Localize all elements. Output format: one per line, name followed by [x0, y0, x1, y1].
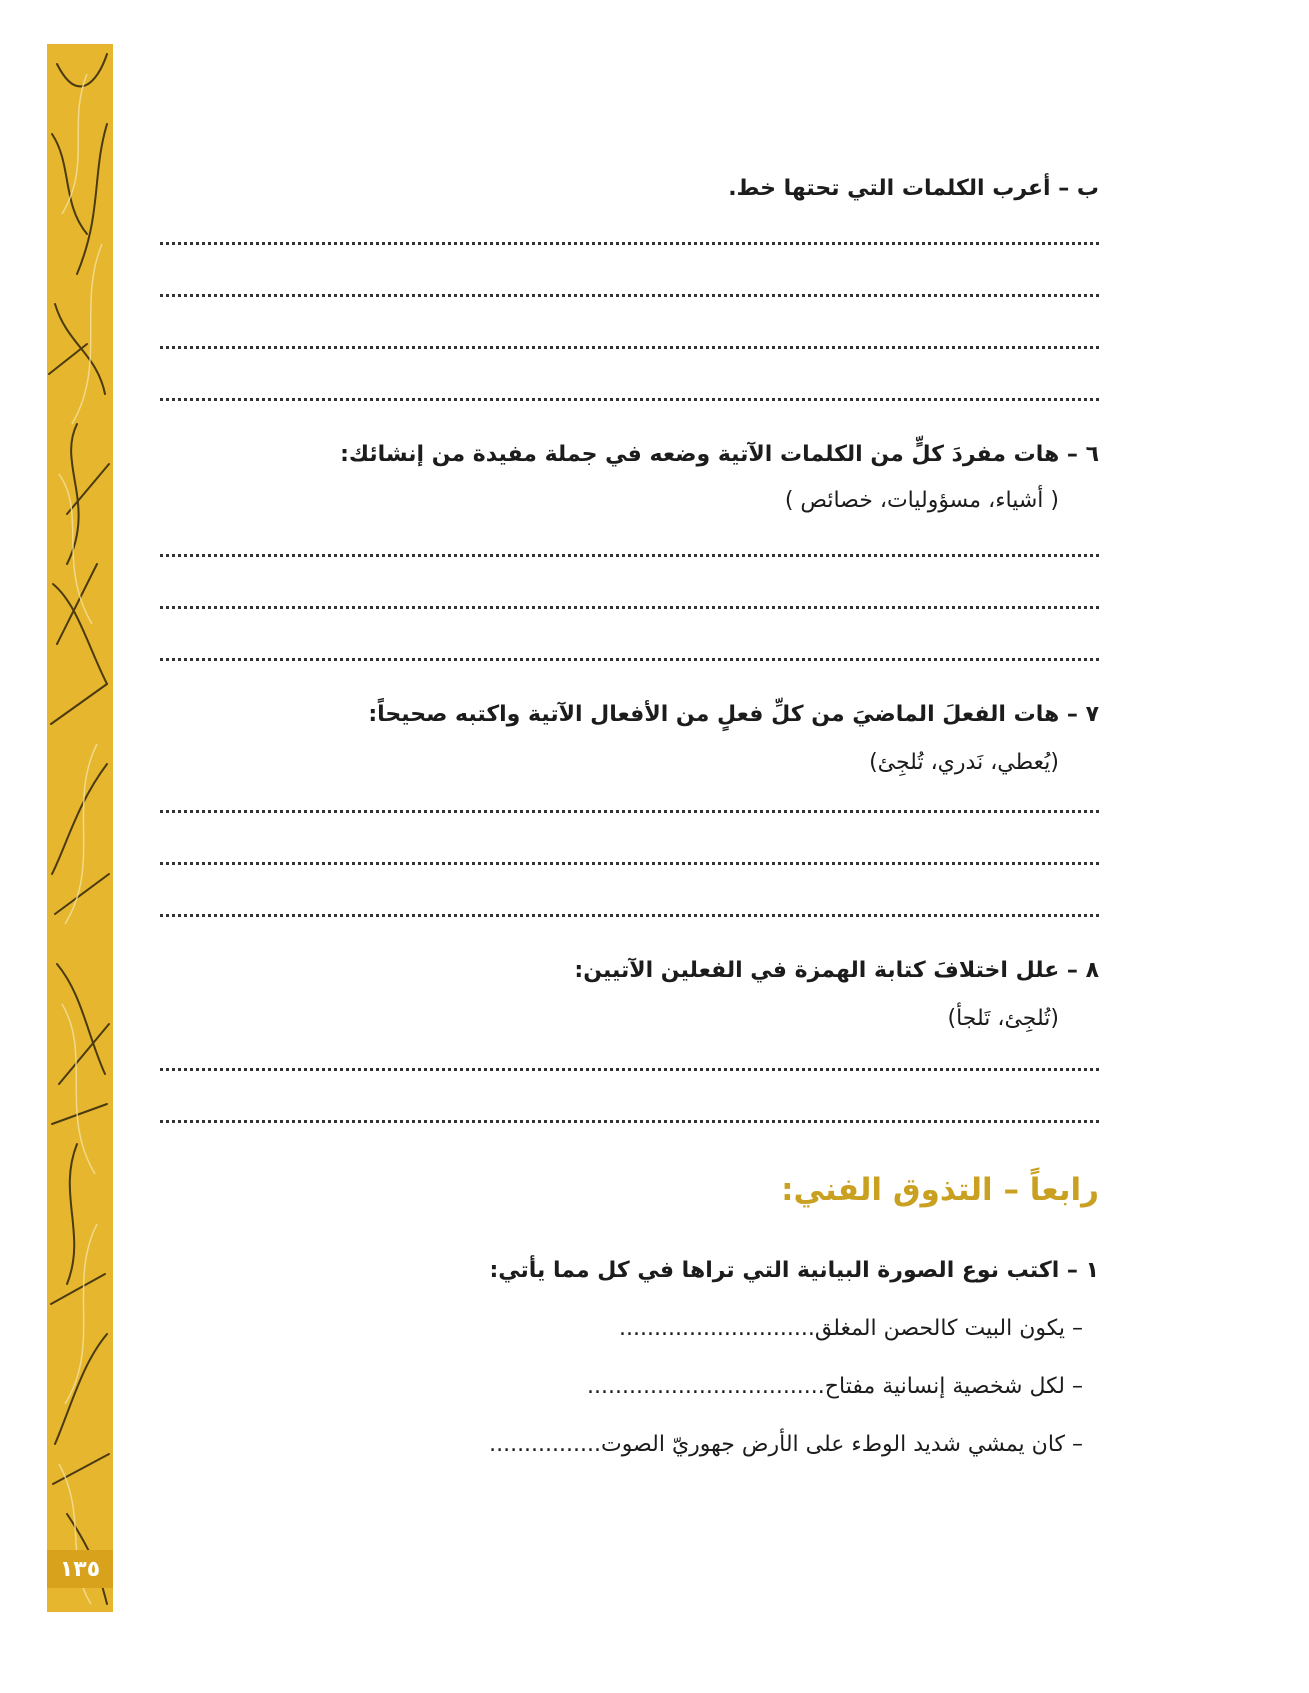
- s4-q1-item-1[interactable]: – يكون البيت كالحصن المغلق............................: [619, 1316, 1083, 1341]
- s4-q1-title: ١ – اكتب نوع الصورة البيانية التي تراها في كل مما يأتي:: [489, 1258, 1099, 1283]
- q6-words: ( أشياء، مسؤوليات، خصائص ): [784, 488, 1059, 513]
- page-number: ١٣٥: [47, 1550, 113, 1588]
- answer-line[interactable]: [160, 810, 1099, 813]
- q8-title: ٨ – علل اختلافَ كتابة الهمزة في الفعلين الآتيين:: [574, 958, 1099, 983]
- s4-q1-item-3[interactable]: – كان يمشي شديد الوطء على الأرض جهوريّ الصوت................: [489, 1432, 1083, 1457]
- q8-words: (تُلجِئ، تَلجأ): [947, 1006, 1059, 1031]
- answer-line[interactable]: [160, 1120, 1099, 1123]
- answer-line[interactable]: [160, 658, 1099, 661]
- answer-line[interactable]: [160, 554, 1099, 557]
- q7-title: ٧ – هات الفعلَ الماضيَ من كلِّ فعلٍ من الأفعال الآتية واكتبه صحيحاً:: [368, 702, 1099, 727]
- answer-line[interactable]: [160, 606, 1099, 609]
- answer-line[interactable]: [160, 346, 1099, 349]
- section-4-heading: رابعاً – التذوق الفني:: [781, 1172, 1099, 1208]
- answer-line[interactable]: [160, 294, 1099, 297]
- s4-q1-item-2[interactable]: – لكل شخصية إنسانية مفتاح..................................: [587, 1374, 1083, 1399]
- answer-line[interactable]: [160, 914, 1099, 917]
- answer-line[interactable]: [160, 862, 1099, 865]
- answer-line[interactable]: [160, 242, 1099, 245]
- answer-line[interactable]: [160, 398, 1099, 401]
- answer-line[interactable]: [160, 1068, 1099, 1071]
- q6-title: ٦ – هات مفردَ كلٍّ من الكلمات الآتية وضعه في جملة مفيدة من إنشائك:: [340, 442, 1099, 467]
- section-b-title: ب – أعرب الكلمات التي تحتها خط.: [728, 176, 1099, 201]
- q7-words: (يُعطي، نَدري، تُلجِئ): [869, 750, 1059, 775]
